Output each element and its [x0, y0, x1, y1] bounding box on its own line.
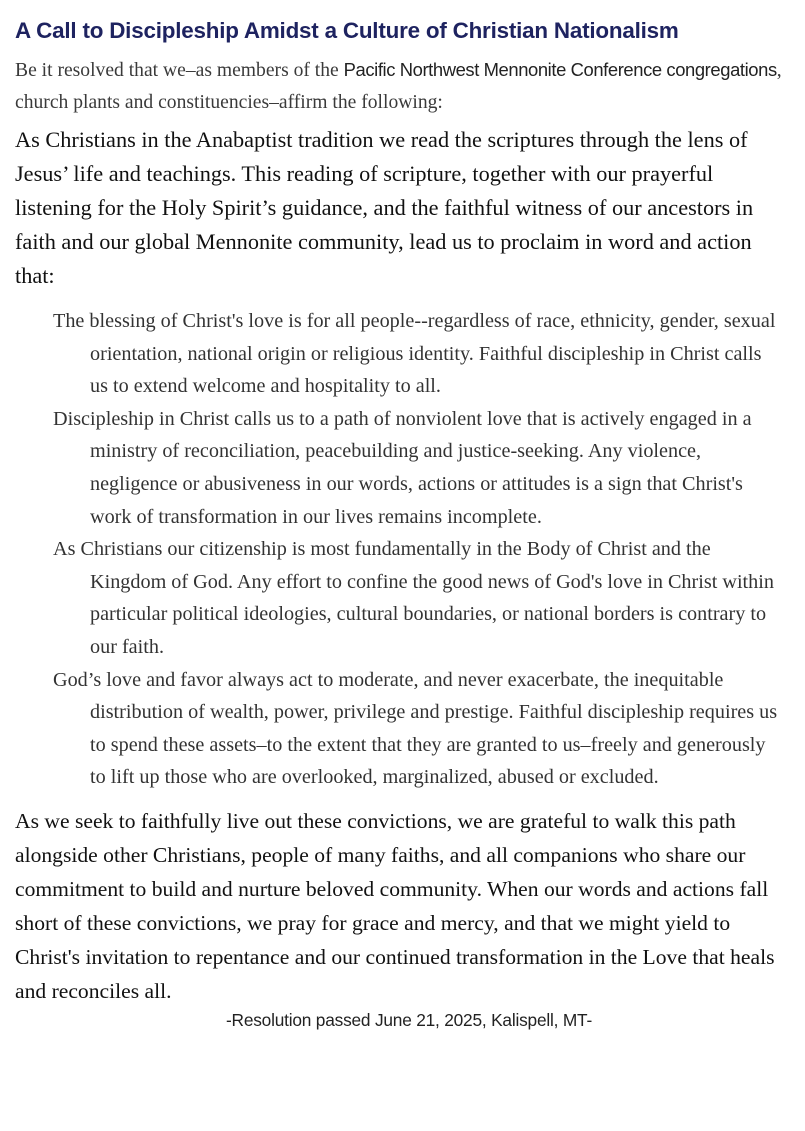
closing-paragraph: As we seek to faithfully live out these convictions, we are grateful to walk this path alongside other Christians, people of many faiths, and all companions who share our commitment to build and nurture beloved community. When our words and actions fall short of these convictions, we pray for grace and mercy, and that we might yield to Christ's invitation to repentance and our continued transformation in the Love that heals and reconciles all.: [15, 808, 775, 1003]
resolution-prefix: Be it resolved that we–as members of the: [15, 60, 344, 81]
affirmation-item: Discipleship in Christ calls us to a path of nonviolent love that is actively engaged in a ministry of reconciliation, peacebuilding and justice-seeking. Any violence, negligence or abusiveness in our words, actions or attitudes is a sign that Christ's work of transformation in our lives remains incomplete.: [53, 407, 752, 528]
resolution-footer: -Resolution passed June 21, 2025, Kalispell, MT-: [226, 1009, 592, 1030]
conference-name: Pacific Northwest Mennonite Conference congregations: [343, 59, 777, 80]
resolution-statement: [15, 54, 783, 119]
document-title: A Call to Discipleship Amidst a Culture of Christian Nationalism: [15, 18, 679, 43]
affirmation-item: God’s love and favor always act to moderate, and never exacerbate, the inequitable distribution of wealth, power, privilege and prestige. Faithful discipleship requires us to spend these assets–to the extent that they are granted to us–freely and generously to lift up those who are overlooked, marginalized, abused or excluded.: [53, 668, 778, 789]
affirmation-item: The blessing of Christ's love is for all people--regardless of race, ethnicity, gender, sexual orientation, national origin or religious identity. Faithful discipleship in Christ calls us to extend welcome and hospitality to all.: [53, 310, 776, 398]
lead-paragraph: As Christians in the Anabaptist tradition we read the scriptures through the lens of Jesus’ life and teachings. This reading of scripture, together with our prayerful listening for the Holy Spirit’s guidance, and the faithful witness of our ancestors in faith and our global Mennonite community, lead us to proclaim in word and action that:: [15, 127, 754, 288]
affirmations-list: [15, 305, 783, 794]
affirmation-item: As Christians our citizenship is most fundamentally in the Body of Christ and the Kingdom of God. Any effort to confine the good news of God's love in Christ within particular political ideologies, cultural boundaries, or national borders is contrary to our faith.: [53, 538, 774, 658]
document-page: [15, 18, 783, 1031]
resolution-suffix: , church plants and constituencies–affirm the following:: [15, 60, 782, 113]
